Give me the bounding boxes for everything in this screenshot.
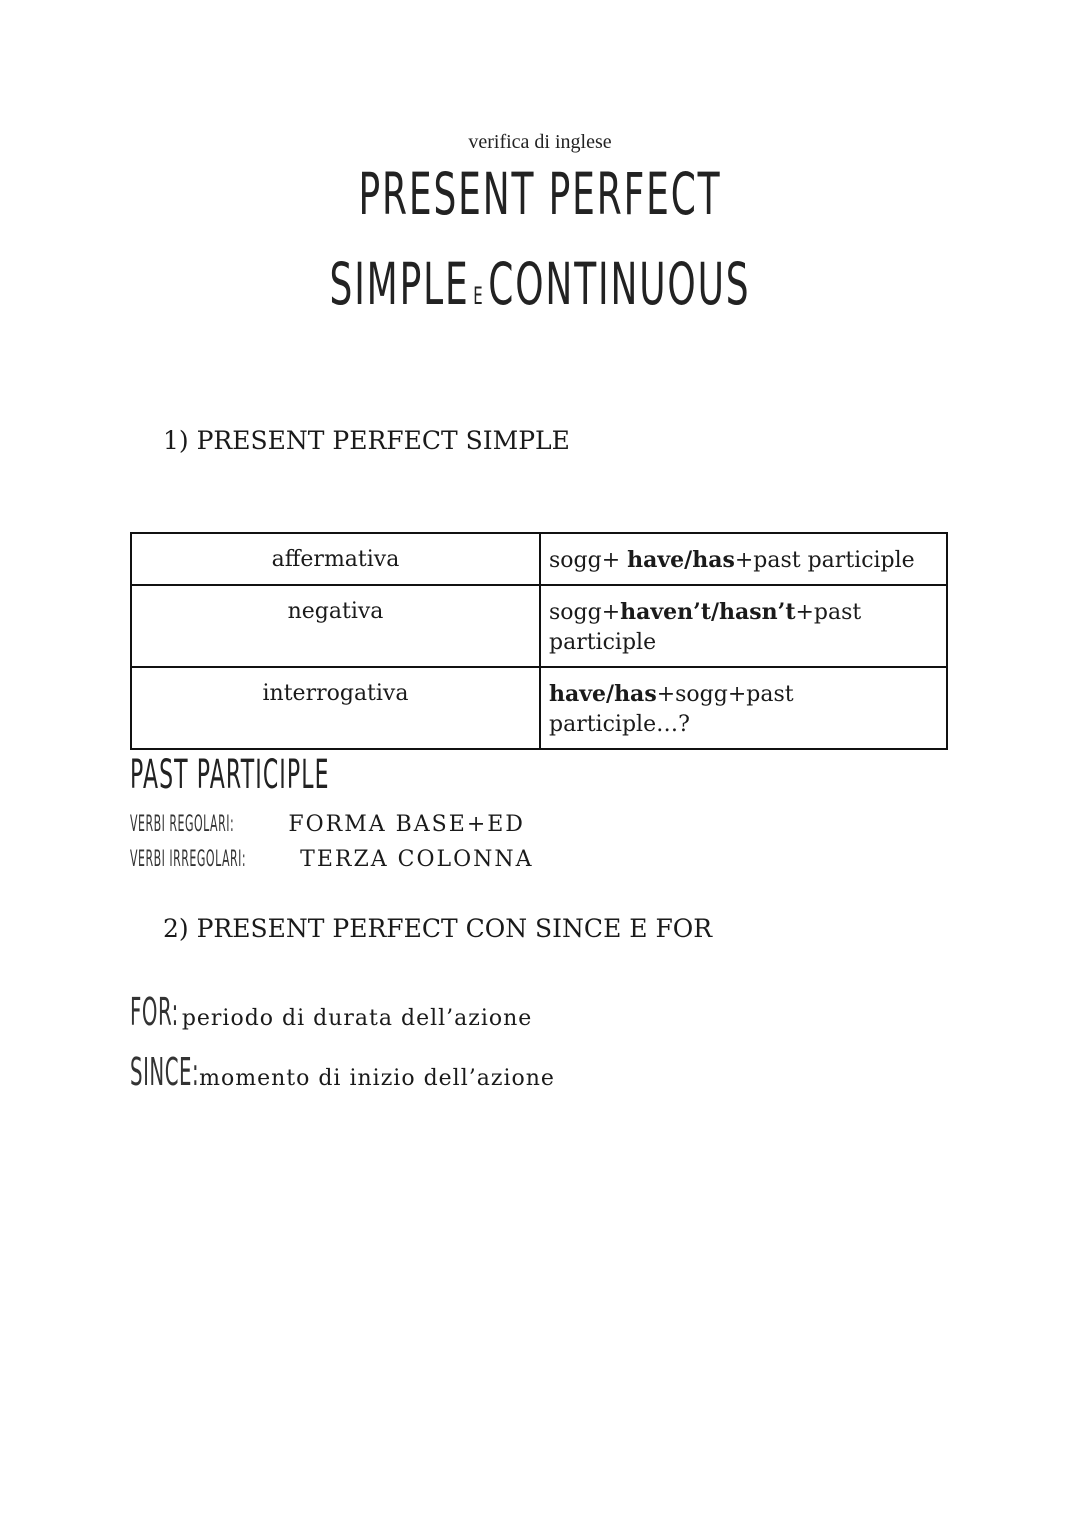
irregular-verbs-label: VERBI IRREGOLARI:	[130, 847, 247, 872]
form-label: interrogativa	[131, 667, 540, 749]
title-continuous: CONTINUOUS	[488, 250, 751, 318]
title-simple: SIMPLE	[329, 250, 470, 318]
title-conjunction: E	[473, 282, 485, 310]
structure-post: +sogg+past participle…?	[549, 682, 794, 737]
section-heading-simple: 1) PRESENT PERFECT SIMPLE	[163, 426, 570, 455]
structure-pre: sogg+	[549, 548, 628, 573]
regular-verbs-line	[130, 812, 525, 837]
structure-auxiliary: haven’t/hasn’t	[620, 599, 796, 625]
irregular-verbs-value: TERZA COLONNA	[300, 847, 534, 872]
section-heading-since-for: 2) PRESENT PERFECT CON SINCE E FOR	[163, 914, 713, 943]
for-definition: periodo di durata dell’azione	[181, 1006, 533, 1031]
page-title-line-1: PRESENT PERFECT	[358, 160, 722, 228]
form-structure	[540, 533, 947, 585]
form-label: negativa	[131, 585, 540, 667]
page-title-line-2	[205, 250, 875, 318]
grammar-table	[130, 532, 948, 750]
regular-verbs-value: FORMA BASE+ED	[288, 812, 525, 837]
for-line	[130, 990, 532, 1034]
form-structure	[540, 667, 947, 749]
since-line	[130, 1050, 555, 1094]
structure-post: +past participle	[549, 600, 862, 655]
regular-verbs-label: VERBI REGOLARI:	[130, 812, 235, 837]
structure-auxiliary: have/has	[549, 681, 657, 707]
since-definition: momento di inizio dell’azione	[199, 1066, 555, 1091]
structure-post: +past participle	[734, 548, 915, 573]
table-row	[131, 533, 947, 585]
table-row	[131, 667, 947, 749]
since-label: SINCE:	[130, 1050, 200, 1094]
table-row	[131, 585, 947, 667]
form-structure	[540, 585, 947, 667]
irregular-verbs-line	[130, 847, 534, 872]
structure-auxiliary: have/has	[627, 547, 735, 573]
for-label: FOR:	[130, 990, 179, 1034]
document-subtitle: verifica di inglese	[468, 131, 612, 153]
form-label: affermativa	[131, 533, 540, 585]
past-participle-heading: PAST PARTICIPLE	[130, 752, 330, 798]
structure-pre: sogg+	[549, 600, 621, 625]
